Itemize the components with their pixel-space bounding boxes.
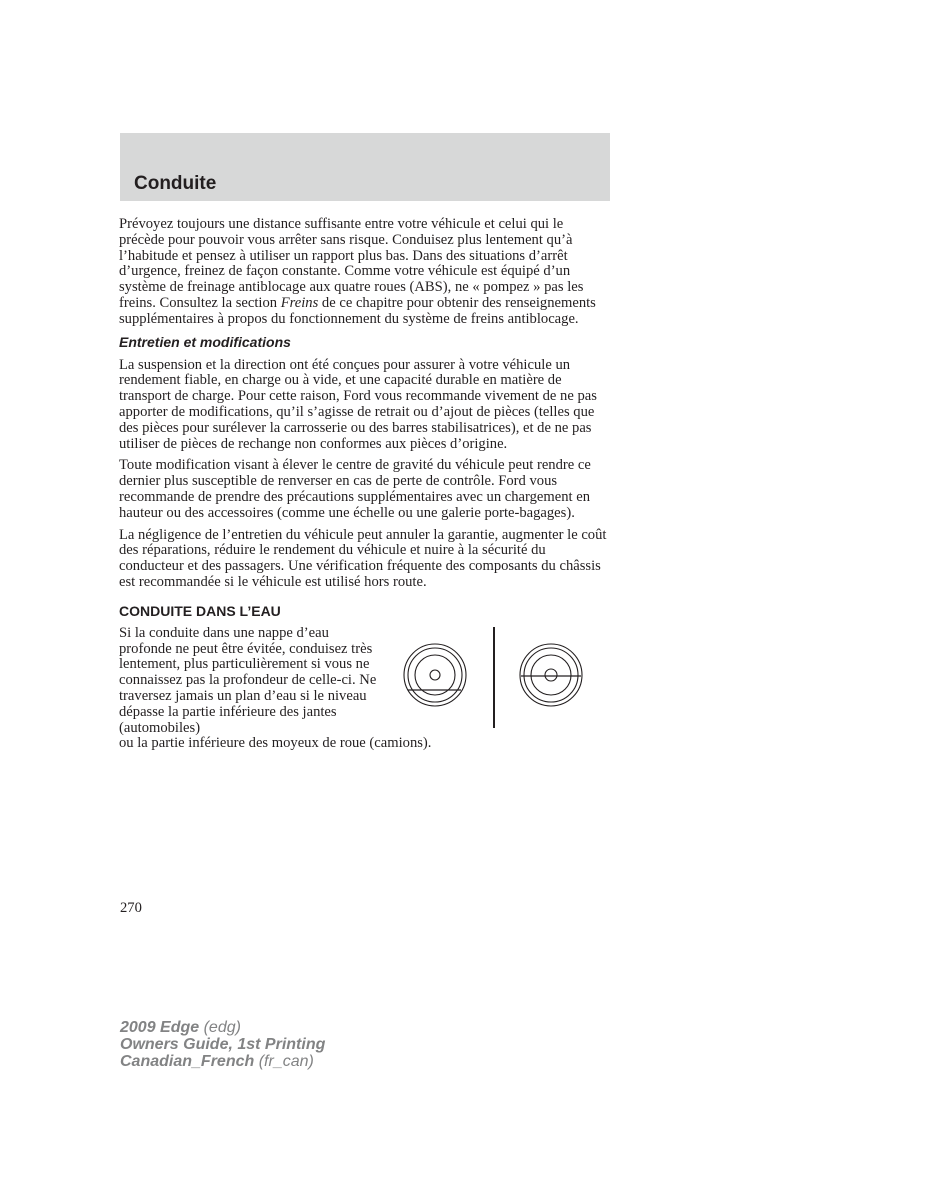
paragraph-water-continued: ou la partie inférieure des moyeux de roue (camions). — [119, 735, 432, 752]
water-driving-block — [119, 626, 611, 752]
wheel-water-level-illustration — [399, 612, 599, 728]
page-number: 270 — [120, 900, 142, 916]
paragraph-maintenance-neglect: La négligence de l’entretien du véhicule peut annuler la garantie, augmenter le coût des réparations, réduire le rendement du véhicule et nuire à la sécurité du conducteur et des passagers. Une vérification fréquente des composants du châssis est recommandée si le véhicule est utilisé hors route. — [119, 526, 607, 590]
paragraph-center-of-gravity: Toute modification visant à élever le centre de gravité du véhicule peut rendre ce dernier plus susceptible de renverser en cas de perte de contrôle. Ford vous recommande de prendre des précautions supplémentaires avec un chargement en hauteur ou des accessoires (comme une échelle ou une galerie porte-bagages). — [119, 457, 591, 521]
footer-print-info — [120, 1019, 325, 1070]
paragraph-water-wrapped: Si la conduite dans une nappe d’eau profonde ne peut être évitée, conduisez très lentement, plus particulièrement si vous ne connaissez pas la profondeur de celle-ci. Ne traversez jamais un plan d’eau si le niveau dépasse la partie inférieure des jantes (automobiles) — [119, 624, 377, 736]
footer-line-language — [120, 1053, 325, 1070]
footer-language-code: (fr_can) — [254, 1053, 314, 1070]
footer-line-model — [120, 1019, 325, 1036]
section-heading-water: CONDUITE DANS L’EAU — [119, 602, 281, 619]
section-header-band — [120, 133, 610, 201]
footer-guide: Owners Guide, 1st Printing — [120, 1036, 326, 1053]
section-title: Conduite — [134, 173, 217, 194]
footer-model: 2009 Edge — [120, 1019, 200, 1036]
paragraph-braking-text-1: Prévoyez toujours une distance suffisante entre votre véhicule et celui qui le précède pour pouvoir vous arrêter sans risque. Conduisez plus lentement qu’à l’habitude et pensez à utiliser un rapport plus bas. Dans des situations d’arrêt d’urgence, freinez de façon constante. Comme votre véhicule est équipé d’un système de freinage antiblocage aux quatre roues (ABS), ne « pompez » pas les freins. Consultez la section — [119, 216, 584, 311]
paragraph-braking — [119, 217, 611, 328]
paragraph-braking-text-2: de ce chapitre pour obtenir des renseignements supplémentaires à propos du fonctionnement du système de freins antiblocage. — [119, 294, 596, 327]
footer-language: Canadian_French — [120, 1053, 255, 1070]
footer-line-guide — [120, 1036, 325, 1053]
paragraph-braking-italic-reference: Freins — [280, 294, 319, 311]
main-content — [119, 217, 611, 752]
footer-model-code: (edg) — [199, 1019, 241, 1036]
truck-wheel-icon — [520, 644, 582, 706]
car-wheel-icon — [404, 644, 466, 706]
subheading-maintenance: Entretien et modifications — [119, 333, 291, 350]
paragraph-suspension: La suspension et la direction ont été conçues pour assurer à votre véhicule un rendement fiable, en charge ou à vide, et une capacité durable en matière de transport de charge. Pour cette raison, Ford vous recommande vivement de ne pas apporter de modifications, qu’il s’agisse de retrait ou d’ajout de pièces (telles que des pièces pour surélever la carrosserie ou des barres stabilisatrices), et de ne pas utiliser de pièces de rechange non conformes aux pièces d’origine. — [119, 356, 597, 452]
